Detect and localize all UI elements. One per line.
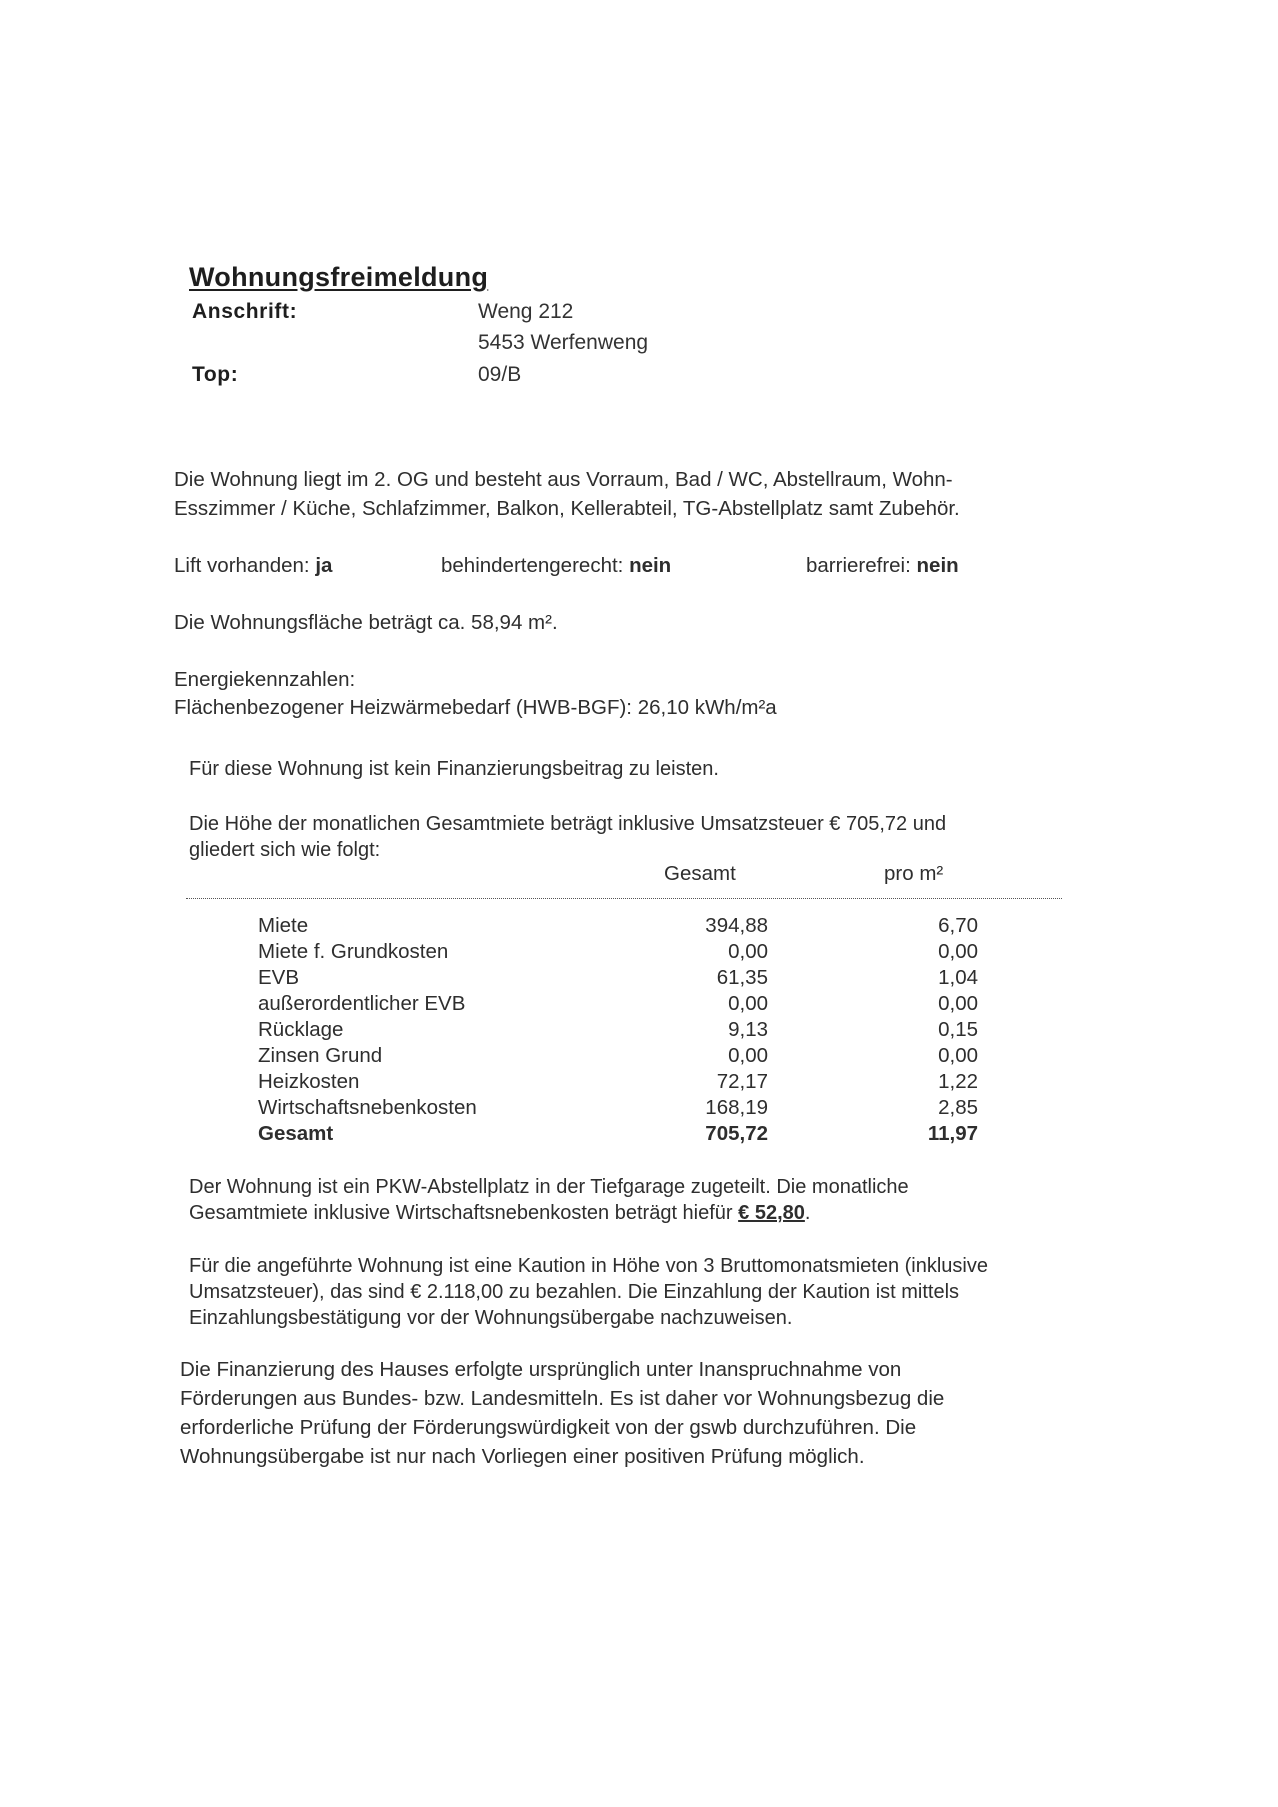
lift-label: Lift vorhanden: <box>174 554 310 577</box>
row-per-m2: 0,00 <box>938 940 978 963</box>
table-row <box>258 1018 978 1044</box>
total-per-m2: 11,97 <box>927 1122 978 1145</box>
row-total: 394,88 <box>705 914 768 937</box>
row-total: 61,35 <box>716 966 768 989</box>
lift-feature <box>174 551 332 580</box>
table-divider <box>186 898 1062 899</box>
funding-line1: Die Finanzierung des Hauses erfolgte ursprünglich unter Inanspruchnahme von <box>180 1358 902 1381</box>
funding-line4: Wohnungsübergabe ist nur nach Vorliegen einer positiven Prüfung möglich. <box>180 1445 865 1468</box>
row-total: 0,00 <box>728 940 768 963</box>
handicap-feature <box>441 551 671 580</box>
row-total: 0,00 <box>728 992 768 1015</box>
row-label: Wirtschaftsnebenkosten <box>258 1096 477 1119</box>
row-per-m2: 1,04 <box>938 966 978 989</box>
column-header-total: Gesamt <box>664 862 736 885</box>
row-total: 168,19 <box>705 1096 768 1119</box>
row-per-m2: 0,15 <box>938 1018 978 1041</box>
row-label: EVB <box>258 966 300 989</box>
rent-intro-line2: gliedert sich wie folgt: <box>189 839 381 861</box>
row-label: Miete <box>258 914 309 937</box>
row-label: Rücklage <box>258 1018 344 1041</box>
row-label: Zinsen Grund <box>258 1044 383 1067</box>
row-total: 0,00 <box>728 1044 768 1067</box>
row-per-m2: 0,00 <box>938 1044 978 1067</box>
deposit-line2: Umsatzsteuer), das sind € 2.118,00 zu bezahlen. Die Einzahlung der Kaution ist mittels <box>189 1281 960 1303</box>
barrier-label: barrierefrei: <box>806 554 911 577</box>
table-row <box>258 914 978 940</box>
deposit-line3: Einzahlungsbestätigung vor der Wohnungsübergabe nachzuweisen. <box>189 1307 793 1329</box>
address-line2: 5453 Werfenweng <box>478 331 649 354</box>
rent-intro-line1: Die Höhe der monatlichen Gesamtmiete beträgt inklusive Umsatzsteuer € 705,72 und <box>189 813 947 835</box>
handicap-value: nein <box>629 554 672 577</box>
financing-text: Für diese Wohnung ist kein Finanzierungsbeitrag zu leisten. <box>189 758 719 780</box>
table-row <box>258 940 978 966</box>
total-amount: 705,72 <box>705 1122 768 1145</box>
funding-line2: Förderungen aus Bundes- bzw. Landesmitteln. Es ist daher vor Wohnungsbezug die <box>180 1387 945 1410</box>
row-label: Heizkosten <box>258 1070 360 1093</box>
column-header-per-m2: pro m² <box>884 862 944 885</box>
description-line2: Esszimmer / Küche, Schlafzimmer, Balkon, Kellerabteil, TG-Abstellplatz samt Zubehör. <box>174 497 960 520</box>
table-row <box>258 966 978 992</box>
table-row <box>258 1070 978 1096</box>
row-total: 9,13 <box>728 1018 768 1041</box>
table-row <box>258 992 978 1018</box>
area-text: Die Wohnungsfläche beträgt ca. 58,94 m². <box>174 611 558 634</box>
parking-text: Gesamtmiete inklusive Wirtschaftsnebenkosten beträgt hiefür <box>189 1202 739 1224</box>
total-label: Gesamt <box>258 1122 334 1145</box>
funding-line3: erforderliche Prüfung der Förderungswürdigkeit von der gswb durchzuführen. Die <box>180 1416 917 1439</box>
document-title: Wohnungsfreimeldung <box>189 262 489 292</box>
energy-line: Flächenbezogener Heizwärmebedarf (HWB-BGF): 26,10 kWh/m²a <box>174 696 777 719</box>
row-per-m2: 1,22 <box>938 1070 978 1093</box>
table-row <box>258 1044 978 1070</box>
address-label: Anschrift: <box>192 300 298 323</box>
description-line1: Die Wohnung liegt im 2. OG und besteht aus Vorraum, Bad / WC, Abstellraum, Wohn- <box>174 468 953 491</box>
parking-line2 <box>189 1200 810 1227</box>
row-per-m2: 0,00 <box>938 992 978 1015</box>
energy-heading: Energiekennzahlen: <box>174 668 356 691</box>
lift-value: ja <box>315 554 333 577</box>
table-row <box>258 1096 978 1122</box>
handicap-label: behindertengerecht: <box>441 554 624 577</box>
barrier-feature <box>806 551 959 580</box>
table-total-row <box>258 1122 978 1148</box>
top-value: 09/B <box>478 363 522 386</box>
row-label: außerordentlicher EVB <box>258 992 466 1015</box>
deposit-line1: Für die angeführte Wohnung ist eine Kaution in Höhe von 3 Bruttomonatsmieten (inklusive <box>189 1255 988 1277</box>
parking-amount: € 52,80 <box>738 1202 805 1224</box>
address-line1: Weng 212 <box>478 300 574 323</box>
row-total: 72,17 <box>716 1070 768 1093</box>
top-label: Top: <box>192 363 239 386</box>
parking-end: . <box>804 1202 811 1224</box>
barrier-value: nein <box>916 554 959 577</box>
row-label: Miete f. Grundkosten <box>258 940 449 963</box>
row-per-m2: 2,85 <box>938 1096 978 1119</box>
parking-line1: Der Wohnung ist ein PKW-Abstellplatz in der Tiefgarage zugeteilt. Die monatliche <box>189 1176 909 1198</box>
row-per-m2: 6,70 <box>938 914 978 937</box>
